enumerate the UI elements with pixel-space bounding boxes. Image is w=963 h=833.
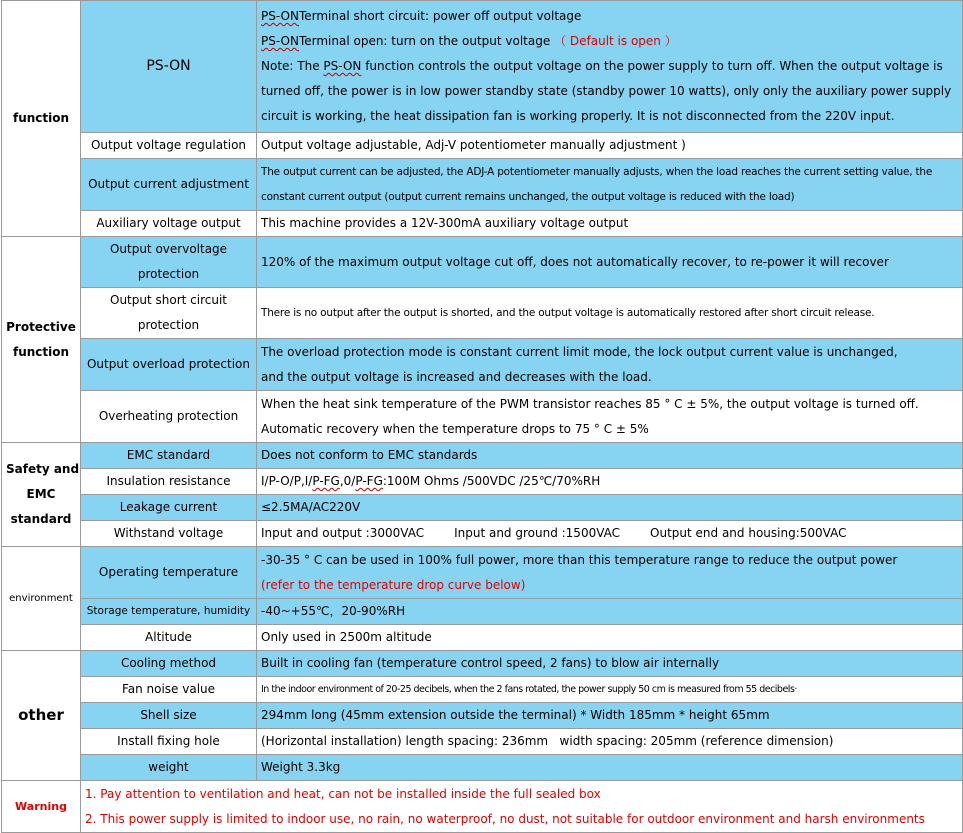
- category-protective-function: Protective function: [2, 237, 81, 443]
- value-output-voltage-regulation: Output voltage adjustable, Adj-V potentiometer manually adjustment ): [257, 133, 963, 159]
- value-output-short-circuit-protection: There is no output after the output is shorted, and the output voltage is automatically restored after short circuit release.: [257, 288, 963, 339]
- ps-on-note: Note: The PS-ON function controls the output voltage on the power supply to turn off. When the output voltage is turned off, the power is in low power standby state (standby power 10 watts), only only the auxiliary power supply circuit is working, the heat dissipation fan is working properly. It is not disconnected from the 220V input.: [261, 59, 952, 123]
- value-shell-size: 294mm long (45mm extension outside the terminal) * Width 185mm * height 65mm: [257, 703, 963, 729]
- category-safety-emc: Safety and EMC standard: [2, 443, 81, 547]
- label-output-overload-protection: Output overload protection: [81, 339, 257, 391]
- label-output-short-circuit-protection: Output short circuit protection: [81, 288, 257, 339]
- label-cooling-method: Cooling method: [81, 651, 257, 677]
- label-fan-noise-value: Fan noise value: [81, 677, 257, 703]
- label-withstand-voltage: Withstand voltage: [81, 521, 257, 547]
- category-function: function: [2, 1, 81, 237]
- category-environment: environment: [2, 547, 81, 651]
- value-auxiliary-voltage-output: This machine provides a 12V-300mA auxiliary voltage output: [257, 211, 963, 237]
- value-output-current-adjustment: The output current can be adjusted, the ADJ-A potentiometer manually adjusts, when the load reaches the current setting value, the constant current output (output current remains unchanged, the output voltage is reduced with the load): [257, 159, 963, 211]
- value-insulation-resistance: I/P-O/P,I/P-FG,0/P-FG:100M Ohms /500VDC /25℃/70%RH: [257, 469, 963, 495]
- temperature-curve-note: (refer to the temperature drop curve below): [261, 577, 526, 592]
- label-leakage-current: Leakage current: [81, 495, 257, 521]
- label-install-fixing-hole: Install fixing hole: [81, 729, 257, 755]
- value-overheating-protection: When the heat sink temperature of the PWM transistor reaches 85 ° C ± 5%, the output voltage is turned off. Automatic recovery when the temperature drops to 75 ° C ± 5%: [257, 391, 963, 443]
- warning-line-1: 1. Pay attention to ventilation and heat, can not be installed inside the full sealed box: [85, 786, 601, 801]
- ps-on-open-line: PS-ONTerminal open: turn on the output voltage （ Default is open ）: [261, 34, 677, 48]
- spec-table: [1, 0, 963, 833]
- warning-text: [81, 781, 963, 833]
- category-warning: Warning: [2, 781, 81, 833]
- value-weight: Weight 3.3kg: [257, 755, 963, 781]
- value-operating-temperature: -30-35 ° C can be used in 100% full power, more than this temperature range to reduce the output power (refer to the temperature drop curve below): [257, 547, 963, 599]
- value-install-fixing-hole: (Horizontal installation) length spacing: 236mm width spacing: 205mm (reference dimension): [257, 729, 963, 755]
- value-leakage-current: ≤2.5MA/AC220V: [257, 495, 963, 521]
- label-weight: weight: [81, 755, 257, 781]
- value-withstand-voltage: Input and output :3000VAC Input and ground :1500VAC Output end and housing:500VAC: [257, 521, 963, 547]
- value-storage-temperature-humidity: -40~+55℃，20-90%RH: [257, 599, 963, 625]
- value-output-overvoltage-protection: 120% of the maximum output voltage cut off, does not automatically recover, to re-power it will recover: [257, 237, 963, 288]
- label-output-current-adjustment: Output current adjustment: [81, 159, 257, 211]
- label-output-voltage-regulation: Output voltage regulation: [81, 133, 257, 159]
- label-ps-on: PS-ON: [81, 1, 257, 133]
- value-emc-standard: Does not conform to EMC standards: [257, 443, 963, 469]
- label-storage-temperature-humidity: Storage temperature, humidity: [81, 599, 257, 625]
- value-fan-noise-value: In the indoor environment of 20-25 decibels, when the 2 fans rotated, the power supply 50 cm is measured from 55 decibels·: [257, 677, 963, 703]
- label-altitude: Altitude: [81, 625, 257, 651]
- label-emc-standard: EMC standard: [81, 443, 257, 469]
- value-altitude: Only used in 2500m altitude: [257, 625, 963, 651]
- ps-on-default: （ Default is open ）: [554, 34, 677, 48]
- value-cooling-method: Built in cooling fan (temperature control speed, 2 fans) to blow air internally: [257, 651, 963, 677]
- value-ps-on: [257, 1, 963, 133]
- label-insulation-resistance: Insulation resistance: [81, 469, 257, 495]
- label-output-overvoltage-protection: Output overvoltage protection: [81, 237, 257, 288]
- label-shell-size: Shell size: [81, 703, 257, 729]
- category-other: other: [2, 651, 81, 781]
- ps-on-short-line: PS-ONTerminal short circuit: power off output voltage: [261, 9, 582, 23]
- label-overheating-protection: Overheating protection: [81, 391, 257, 443]
- value-output-overload-protection: The overload protection mode is constant current limit mode, the lock output current value is unchanged, and the output voltage is increased and decreases with the load.: [257, 339, 963, 391]
- label-operating-temperature: Operating temperature: [81, 547, 257, 599]
- warning-line-2: 2. This power supply is limited to indoor use, no rain, no waterproof, no dust, not suitable for outdoor environment and harsh environments: [85, 811, 925, 826]
- label-auxiliary-voltage-output: Auxiliary voltage output: [81, 211, 257, 237]
